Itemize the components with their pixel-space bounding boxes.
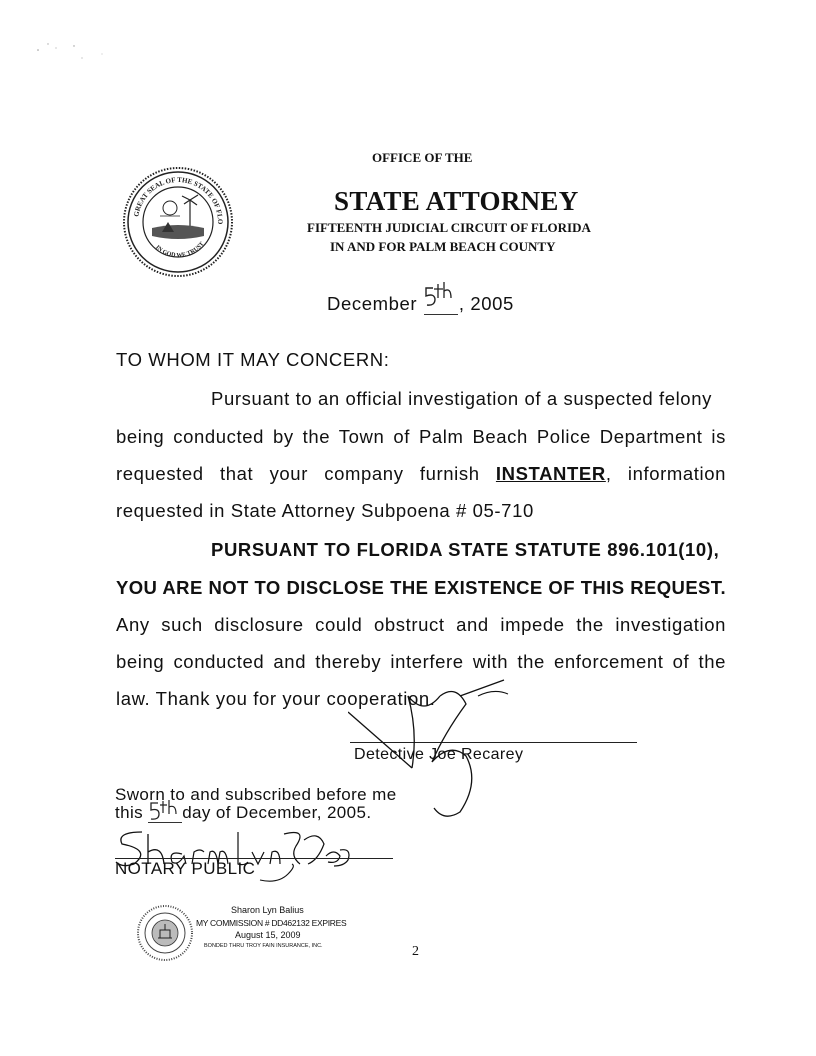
header-office: OFFICE OF THE — [372, 150, 473, 165]
body-p1-line3-tail: , information — [605, 463, 726, 484]
body-p1-line3 — [116, 463, 726, 485]
body-p3-line2: being conducted and thereby interfere with the enforcement of the — [116, 651, 726, 672]
signer-name: Detective Joe Recarey — [354, 746, 524, 763]
sworn-date-line — [115, 803, 372, 823]
salutation: TO WHOM IT MAY CONCERN: — [116, 349, 390, 370]
sworn-day-ink — [148, 800, 182, 822]
stamp-commission: MY COMMISSION # DD462132 EXPIRES — [196, 918, 347, 928]
sworn-this: this — [115, 803, 144, 822]
body-p1-line4: requested in State Attorney Subpoena # 05-710 — [116, 500, 534, 521]
nondisclosure-line: YOU ARE NOT TO DISCLOSE THE EXISTENCE OF THIS REQUEST. — [116, 577, 726, 598]
speck-marks — [30, 36, 110, 66]
seal-top-text: GREAT SEAL OF THE STATE OF FLO — [132, 175, 225, 225]
sworn-month-year: day of December, 2005. — [182, 803, 372, 822]
body-p1-line1: Pursuant to an official investigation of a suspected felony — [211, 388, 712, 409]
state-seal — [122, 166, 234, 278]
instanter-emphasis: INSTANTER — [495, 463, 606, 484]
stamp-name: Sharon Lyn Balius — [231, 905, 304, 915]
notary-seal-emblem — [136, 904, 194, 962]
header-circuit: FIFTEENTH JUDICIAL CIRCUIT OF FLORIDA — [307, 220, 591, 235]
seal-emblem — [122, 166, 234, 278]
notary-label-loop — [258, 862, 298, 884]
notary-loop-ink — [258, 862, 298, 884]
notary-public-label: NOTARY PUBLIC — [115, 859, 256, 878]
sworn-day-handwritten — [148, 804, 182, 823]
letter-date — [327, 293, 514, 315]
body-p1-line3-text: requested that your company furnish — [116, 463, 480, 484]
body-p3-line1: Any such disclosure could obstruct and impede the investigation — [116, 614, 726, 635]
statute-line: PURSUANT TO FLORIDA STATE STATUTE 896.101(10), — [211, 539, 720, 560]
page-number: 2 — [412, 944, 419, 959]
stamp-expires: August 15, 2009 — [235, 930, 301, 940]
date-day-handwritten — [424, 294, 458, 315]
header-title: STATE ATTORNEY — [334, 186, 579, 216]
header-county: IN AND FOR PALM BEACH COUNTY — [330, 239, 556, 254]
date-month: December — [327, 293, 418, 314]
stamp-bonded: BONDED THRU TROY FAIN INSURANCE, INC. — [204, 943, 323, 949]
scan-specks — [30, 36, 110, 66]
body-p1-line2: being conducted by the Town of Palm Beach Police Department is — [116, 426, 726, 447]
date-year: , 2005 — [458, 293, 514, 314]
body-p3-line3: law. Thank you for your cooperation. — [116, 688, 436, 709]
seal-bottom-text: IN GOD WE TRUST — [154, 241, 206, 259]
notary-stamp-seal — [136, 904, 194, 962]
svg-text:IN GOD WE TRUST — [154, 241, 205, 259]
sworn-text: Sworn to and subscribed before me — [115, 785, 397, 804]
date-day-ink — [424, 282, 458, 310]
